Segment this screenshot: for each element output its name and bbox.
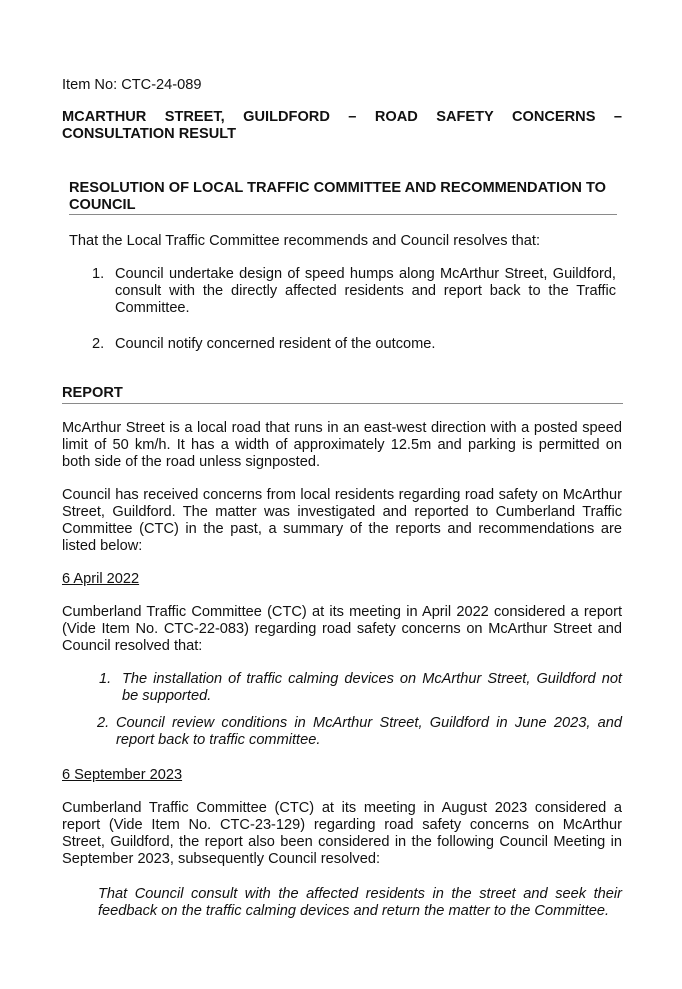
resolution-item-line: consult with the directly affected residents and report back to the Traffic [115,283,616,299]
resolution-heading-rule [69,214,617,215]
resolved-item [122,671,622,705]
resolution-item-number: 1. [92,266,105,282]
report-paragraph [62,800,622,868]
page-title [62,109,622,143]
resolution-item-line: Council undertake design of speed humps along McArthur Street, Guildford, [115,266,616,282]
resolution-heading-line: COUNCIL [69,197,136,213]
quote-line: feedback on the traffic calming devices and return the matter to the Committee. [98,903,610,919]
page-title-line: MCARTHUR STREET, GUILDFORD – ROAD SAFETY CONCERNS – [62,109,622,125]
date-heading: 6 September 2023 [62,767,183,783]
paragraph-line: September 2023, subsequently Council resolved: [62,851,381,867]
date-heading: 6 April 2022 [62,571,140,587]
resolved-item-line: report back to traffic committee. [116,732,321,748]
report-heading-rule [62,403,623,404]
paragraph-line: Committee (CTC) in the past, a summary of the reports and recommendations are [62,521,622,537]
resolution-heading [69,180,629,214]
paragraph-line: report (Vide Item No. CTC-23-129) regarding road safety concerns on McArthur [62,817,622,833]
report-heading: REPORT [62,385,123,401]
paragraph-line: listed below: [62,538,143,554]
resolution-item-number: 2. [92,336,105,352]
paragraph-line: limit of 50 km/h. It has a width of approximately 12.5m and parking is permitted on [62,437,622,453]
quote-line: That Council consult with the affected residents in the street and seek their [98,886,622,902]
paragraph-line: Cumberland Traffic Committee (CTC) at its meeting in April 2022 considered a report [62,604,622,620]
report-paragraph [62,604,622,655]
paragraph-line: McArthur Street is a local road that runs in an east-west direction with a posted speed [62,420,622,436]
resolved-item [116,715,622,749]
paragraph-line: both side of the road unless signposted. [62,454,320,470]
resolved-item-number: 1. [99,671,112,687]
paragraph-line: Street, Guildford. The matter was investigated and reported to Cumberland Traffic [62,504,622,520]
resolved-item-line: The installation of traffic calming devices on McArthur Street, Guildford not [122,671,622,687]
paragraph-line: Street, Guildford, the report also been considered in the following Council Meeting in [62,834,622,850]
resolution-quote [98,886,622,920]
resolution-intro: That the Local Traffic Committee recommends and Council resolves that: [69,233,540,249]
paragraph-line: Cumberland Traffic Committee (CTC) at its meeting in August 2023 considered a [62,800,622,816]
resolution-item [115,266,616,317]
resolution-item-line: Council notify concerned resident of the outcome. [115,336,436,352]
resolution-heading-line: RESOLUTION OF LOCAL TRAFFIC COMMITTEE AND RECOMMENDATION TO [69,180,606,196]
page-title-line: CONSULTATION RESULT [62,126,237,142]
report-paragraph [62,487,622,555]
paragraph-line: Council resolved that: [62,638,203,654]
resolved-item-line: Council review conditions in McArthur Street, Guildford in June 2023, and [116,715,622,731]
resolved-item-line: be supported. [122,688,212,704]
paragraph-line: (Vide Item No. CTC-22-083) regarding road safety concerns on McArthur Street and [62,621,622,637]
resolved-item-number: 2. [97,715,110,731]
paragraph-line: Council has received concerns from local residents regarding road safety on McArthur [62,487,622,503]
item-number: Item No: CTC-24-089 [62,77,202,93]
report-paragraph [62,420,622,471]
resolution-item-line: Committee. [115,300,190,316]
